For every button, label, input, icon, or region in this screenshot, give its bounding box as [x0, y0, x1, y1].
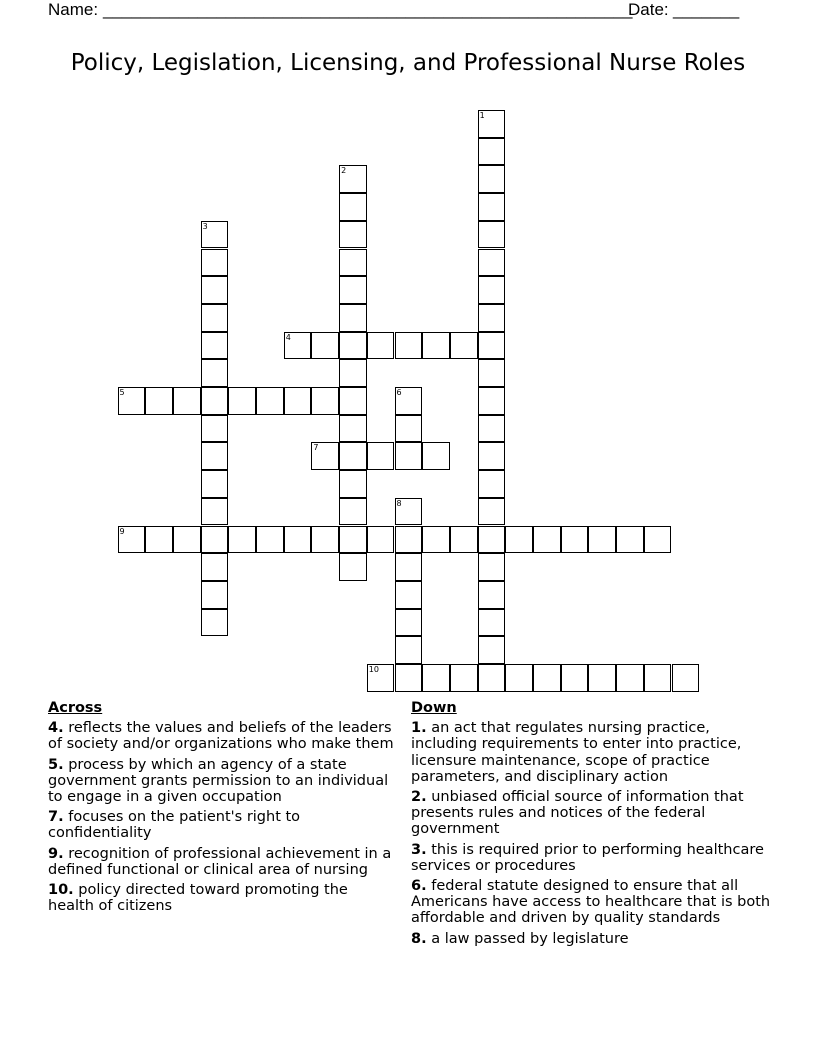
clue-text: federal statute designed to ensure that all Americans have access to healthcare that is both affordable and driven by quality standards: [411, 878, 771, 927]
crossword-cell[interactable]: [311, 332, 339, 360]
clue-number: 5.: [48, 756, 64, 773]
crossword-cell[interactable]: [145, 526, 173, 554]
clue-number-label: 6: [396, 388, 402, 397]
clue-across-10: [48, 882, 398, 914]
crossword-cell[interactable]: [395, 332, 423, 360]
clue-number: 10.: [48, 882, 74, 899]
crossword-cell[interactable]: [339, 221, 367, 249]
clue-number: 1.: [411, 720, 427, 737]
page-title: Policy, Legislation, Licensing, and Professional Nurse Roles: [70, 50, 746, 76]
crossword-cell[interactable]: [339, 415, 367, 443]
crossword-cell[interactable]: [201, 304, 229, 332]
crossword-cell[interactable]: [367, 526, 395, 554]
crossword-cell[interactable]: [644, 664, 672, 692]
crossword-cell[interactable]: [173, 387, 201, 415]
crossword-cell[interactable]: [201, 359, 229, 387]
crossword-cell[interactable]: [395, 581, 423, 609]
crossword-cell[interactable]: [478, 526, 506, 554]
clue-number-label: 8: [396, 498, 402, 508]
clue-down-1: [411, 720, 776, 785]
crossword-cell[interactable]: [533, 526, 561, 554]
crossword-cell[interactable]: [616, 664, 644, 692]
crossword-cell[interactable]: [478, 110, 506, 138]
crossword-cell[interactable]: [311, 526, 339, 554]
crossword-cell[interactable]: [422, 664, 450, 692]
crossword-cell[interactable]: [478, 636, 506, 664]
crossword-cell[interactable]: [505, 526, 533, 554]
crossword-cell[interactable]: [339, 304, 367, 332]
crossword-cell[interactable]: [395, 415, 423, 443]
crossword-cell[interactable]: [478, 138, 506, 166]
crossword-cell[interactable]: [201, 276, 229, 304]
crossword-cell[interactable]: [284, 526, 312, 554]
crossword-cell[interactable]: [450, 526, 478, 554]
crossword-cell[interactable]: [422, 526, 450, 554]
crossword-cell[interactable]: [644, 526, 672, 554]
crossword-cell[interactable]: [450, 664, 478, 692]
crossword-cell[interactable]: [284, 332, 312, 360]
clue-text: this is required prior to performing healthcare services or procedures: [411, 841, 764, 874]
crossword-cell[interactable]: [395, 526, 423, 554]
crossword-cell[interactable]: [616, 526, 644, 554]
crossword-cell[interactable]: [145, 387, 173, 415]
down-clues: [411, 700, 776, 951]
crossword-cell[interactable]: [478, 332, 506, 360]
crossword-cell[interactable]: [395, 553, 423, 581]
clue-text: an act that regulates nursing practice, including requirements to enter into practice, licensure maintenance, scope of practice parameters, and disciplinary action: [411, 720, 742, 785]
crossword-cell[interactable]: [478, 470, 506, 498]
crossword-cell[interactable]: [228, 526, 256, 554]
clue-text: recognition of professional achievement in a defined functional or clinical area of nursing: [48, 845, 392, 878]
crossword-cell[interactable]: [395, 387, 423, 415]
date-field-line[interactable]: _______: [673, 0, 740, 19]
crossword-cell[interactable]: [478, 276, 506, 304]
crossword-cell[interactable]: [422, 442, 450, 470]
clue-number: 4.: [48, 720, 64, 737]
crossword-cell[interactable]: [478, 553, 506, 581]
crossword-cell[interactable]: [478, 415, 506, 443]
crossword-cell[interactable]: [201, 553, 229, 581]
crossword-cell[interactable]: [339, 165, 367, 193]
crossword-cell[interactable]: [395, 609, 423, 637]
clue-number: 8.: [411, 930, 427, 947]
clue-text: reflects the values and beliefs of the leaders of society and/or organizations who make them: [48, 720, 394, 753]
clue-text: process by which an agency of a state government grants permission to an individual to engage in a given occupation: [48, 756, 389, 806]
crossword-cell[interactable]: [561, 526, 589, 554]
crossword-cell[interactable]: [478, 304, 506, 332]
clue-number: 9.: [48, 845, 64, 862]
crossword-cell[interactable]: [478, 442, 506, 470]
crossword-cell[interactable]: [339, 470, 367, 498]
crossword-cell[interactable]: [201, 415, 229, 443]
crossword-cell[interactable]: [561, 664, 589, 692]
crossword-cell[interactable]: [201, 442, 229, 470]
clue-number-label: 4: [285, 332, 291, 342]
crossword-cell[interactable]: [478, 193, 506, 221]
crossword-cell[interactable]: [201, 609, 229, 637]
crossword-cell[interactable]: [367, 664, 395, 692]
crossword-cell[interactable]: [395, 664, 423, 692]
clue-number-label: 5: [119, 388, 125, 397]
crossword-cell[interactable]: [201, 526, 229, 554]
crossword-cell[interactable]: [201, 249, 229, 277]
clue-number: 3.: [411, 841, 427, 858]
crossword-cell[interactable]: [395, 498, 423, 526]
crossword-cell[interactable]: [450, 332, 478, 360]
crossword-cell[interactable]: [201, 387, 229, 415]
clue-text: unbiased official source of information that presents rules and notices of the federal government: [411, 789, 744, 838]
clue-number-label: 2: [341, 166, 347, 176]
clue-down-8: [411, 931, 776, 947]
crossword-cell[interactable]: [201, 470, 229, 498]
crossword-cell[interactable]: [339, 498, 367, 526]
clue-text: a law passed by legislature: [431, 930, 629, 947]
crossword-cell[interactable]: [173, 526, 201, 554]
crossword-cell[interactable]: [478, 498, 506, 526]
across-heading: Across: [48, 700, 103, 716]
clue-across-7: [48, 809, 398, 841]
crossword-cell[interactable]: [339, 387, 367, 415]
crossword-cell[interactable]: [311, 387, 339, 415]
crossword-cell[interactable]: [311, 442, 339, 470]
clue-number-label: 1: [479, 111, 485, 120]
crossword-cell[interactable]: [588, 664, 616, 692]
crossword-cell[interactable]: [228, 387, 256, 415]
crossword-cell[interactable]: [339, 359, 367, 387]
crossword-cell[interactable]: [339, 442, 367, 470]
crossword-cell[interactable]: [478, 664, 506, 692]
date-label: Date:: [628, 0, 669, 19]
crossword-cell[interactable]: [478, 165, 506, 193]
clue-text: policy directed toward promoting the health of citizens: [48, 882, 348, 915]
clue-text: focuses on the patient's right to confidentiality: [48, 809, 301, 842]
crossword-cell[interactable]: [201, 498, 229, 526]
crossword-cell[interactable]: [588, 526, 616, 554]
name-field-line[interactable]: ________________________________________________________: [103, 0, 633, 19]
crossword-cell[interactable]: [367, 332, 395, 360]
crossword-cell[interactable]: [339, 553, 367, 581]
clue-down-2: [411, 789, 776, 838]
clue-number-label: 7: [313, 443, 319, 453]
clue-number-label: 3: [202, 221, 208, 231]
down-heading: Down: [411, 700, 457, 716]
crossword-cell[interactable]: [201, 332, 229, 360]
crossword-cell[interactable]: [505, 664, 533, 692]
crossword-cell[interactable]: [478, 581, 506, 609]
crossword-cell[interactable]: [339, 332, 367, 360]
crossword-cell[interactable]: [118, 526, 146, 554]
crossword-cell[interactable]: [284, 387, 312, 415]
clue-down-3: [411, 842, 776, 874]
crossword-cell[interactable]: [339, 276, 367, 304]
crossword-cell[interactable]: [339, 249, 367, 277]
crossword-cell[interactable]: [478, 221, 506, 249]
crossword-cell[interactable]: [422, 332, 450, 360]
clue-number: 2.: [411, 789, 427, 806]
clue-across-5: [48, 757, 398, 806]
crossword-cell[interactable]: [339, 193, 367, 221]
clue-number-label: 9: [119, 526, 125, 536]
crossword-cell[interactable]: [478, 387, 506, 415]
crossword-cell[interactable]: [478, 249, 506, 277]
clue-across-9: [48, 846, 398, 878]
clue-down-6: [411, 878, 776, 927]
crossword-cell[interactable]: [201, 221, 229, 249]
crossword-cell[interactable]: [478, 359, 506, 387]
crossword-cell[interactable]: [201, 581, 229, 609]
crossword-cell[interactable]: [256, 387, 284, 415]
across-clues: [48, 700, 398, 918]
crossword-cell[interactable]: [533, 664, 561, 692]
clue-number-label: 10: [368, 665, 379, 674]
crossword-cell[interactable]: [256, 526, 284, 554]
crossword-cell[interactable]: [339, 526, 367, 554]
crossword-cell[interactable]: [478, 609, 506, 637]
crossword-cell[interactable]: [367, 442, 395, 470]
clue-number: 6.: [411, 878, 427, 895]
crossword-cell[interactable]: [395, 636, 423, 664]
name-label: Name:: [48, 0, 99, 19]
clue-across-4: [48, 720, 398, 752]
crossword-cell[interactable]: [395, 442, 423, 470]
crossword-cell[interactable]: [672, 664, 700, 692]
crossword-cell[interactable]: [118, 387, 146, 415]
clue-number: 7.: [48, 809, 64, 826]
